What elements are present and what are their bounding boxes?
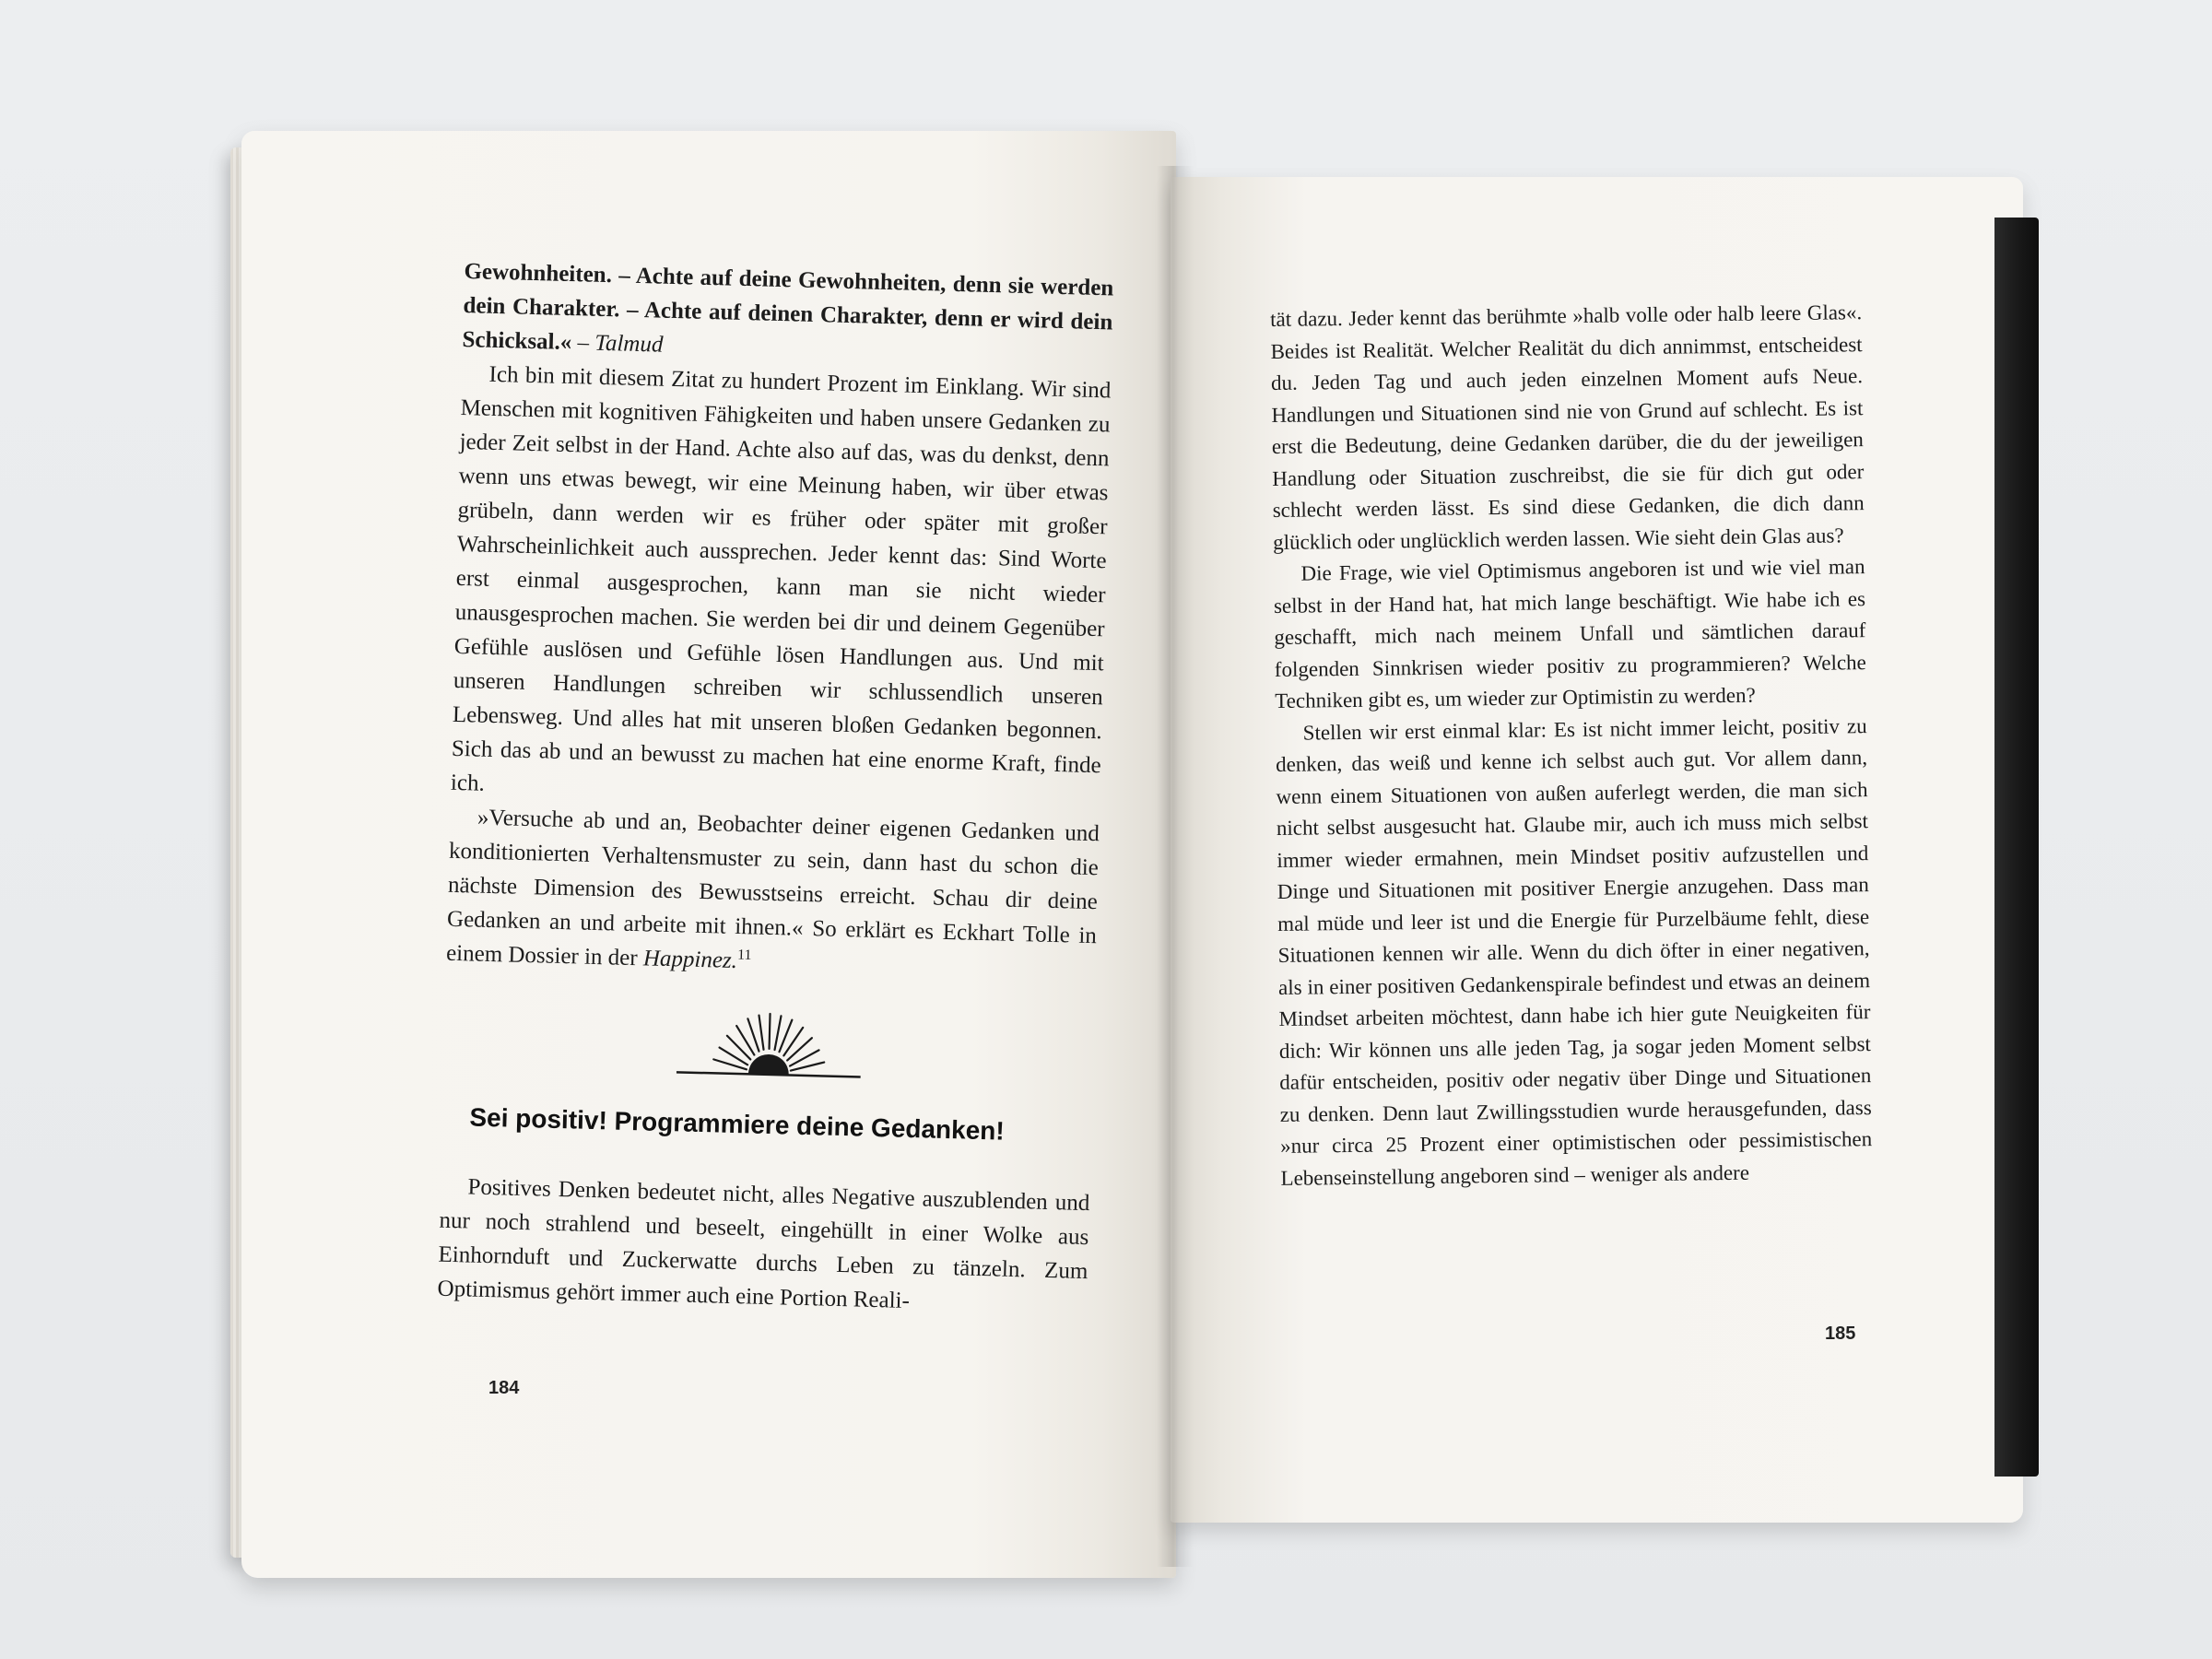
right-paragraph-2: Die Frage, wie viel Optimismus angeboren ist und wie viel man selbst in der Hand hat, hat mich lange beschäftigt. Wie habe ich es geschafft, mich nach meinem Unfall und sämtlichen darauf folgenden Sinnkrisen wieder positiv zu programmieren? Welche Techniken gibt es, um wieder zur Optimistin zu werden? (1273, 555, 1866, 712)
page-number-right: 185 (1825, 1324, 1856, 1344)
section-heading: Sei positiv! Programmiere deine Gedanken! (469, 1102, 1006, 1146)
right-paragraph-1: tät dazu. Jeder kennt das berühmte »halb volle oder halb leere Glas«. Beides ist Realität. Welcher Realität du dich annimmst, entscheidest du. Jeden Tag und auch jeden einzelnen Moment aufs Neue. Handlungen und Situationen sind nie von Grund auf schlecht. Es ist erst die Bedeutung, deine Gedanken darüber, die du der jeweiligen Handlung oder Situation zuschreibst, die sie für dich gut oder schlecht werden lässt. Es sind diese Gedanken, die dich dann glücklich oder unglücklich werden lassen. Wie sieht dein Glas aus? (1270, 300, 1865, 554)
sunrise-ornament-icon (676, 1009, 862, 1084)
left-paragraph-1: Ich bin mit diesem Zitat zu hundert Prozent im Einklang. Wir sind Menschen mit kognitiven Fähigkeiten und haben unsere Gedanken zu jeder Zeit selbst in der Hand. Achte also auf das, was du denkst, denn wenn uns etwas bewegt, wir eine Meinung haben, wir über etwas grübeln, dann werden wir es früher oder später mit großer Wahrscheinlichkeit auch aussprechen. Jeder kennt das: Sind Worte erst einmal ausgesprochen, kann man sie nicht wieder unausgesprochen machen. Sie werden bei dir und deinem Gegenüber Gefühle auslösen und Gefühle lösen Handlungen aus. Und mit unseren Handlungen schreiben wir schlussendlich unseren Lebensweg. Und alles hat mit unseren bloßen Gedanken begonnen. Sich das ab und an bewusst zu machen hat eine enorme Kraft, finde ich. (450, 361, 1112, 796)
magazine-name: Happinez. (642, 946, 738, 974)
talmud-quote (462, 254, 1114, 373)
quote-source: Talmud (594, 330, 664, 358)
quote-dash: – (571, 330, 595, 356)
right-paragraph-3: Stellen wir erst einmal klar: Es ist nicht immer leicht, positiv zu denken, das weiß und kenne ich selbst auch gut. Vor allem dann, wenn einem Situationen von außen auferlegt werden, die man sich nicht selbst ausgesucht hat. Glaube mir, auch ich muss mich selbst immer wieder ermahnen, mein Mindset positiv aufzustellen und Dinge und Situationen mit positiver Energie anzugehen. Dass man mal müde und leer ist und die Energie für Purzelbäume fehlt, diese Situationen kennen wir alle. Wenn du dich öfter in einer negativen, als in einer positiven Gedankenspirale befindest und etwas an deinem Mindset arbeiten möchtest, dann habe ich hier gute Neuigkeiten für dich: Wir können uns alle jeden Tag, ja sogar jeden Moment selbst dafür entscheiden, positiv oder negativ über Dinge und Situationen zu denken. Denn laut Zwillingsstudien wurde herausgefunden, dass »nur circa 25 Prozent einer optimistischen oder pessimistischen Lebenseinstellung angeboren sind – weniger als andere (1275, 713, 1873, 1190)
right-page-text (1270, 297, 1873, 1194)
book-cover-edge (1994, 218, 2039, 1477)
quote-text: Gewohnheiten. – Achte auf deine Gewohnheiten, denn sie werden dein Charakter. – Achte auf deinen Charakter, denn er wird dein Schicksal.« (462, 258, 1114, 356)
page-number-left: 184 (488, 1378, 520, 1398)
tolle-quote: »Versuche ab und an, Beobachter deiner eigenen Gedanken und konditionierten Verhaltensmuster zu sein, dann hast du schon die nächste Dimension des Bewusstseins erreicht. Schau dir deine Gedanken an und arbeite mit ihnen.« So erklärt es Eckhart Tolle in einem Dossier in der (445, 805, 1100, 971)
left-page-text (437, 254, 1114, 1323)
footnote-ref: 11 (736, 947, 752, 964)
left-paragraph-3: Positives Denken bedeutet nicht, alles Negative auszublenden und nur noch strahlend und beseelt, eingehüllt in einer Wolke aus Einhornduft und Zuckerwatte durchs Leben zu tänzeln. Zum Optimismus gehört immer auch eine Portion Reali- (437, 1174, 1090, 1314)
left-paragraph-2 (446, 800, 1100, 987)
